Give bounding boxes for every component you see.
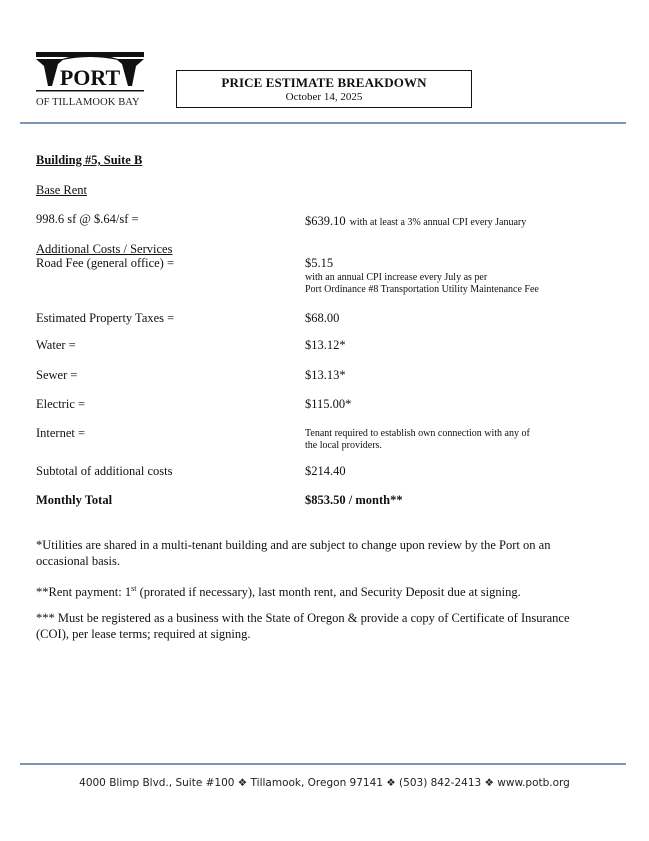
base-rent-heading: Base Rent: [36, 183, 88, 197]
property-taxes-label: Estimated Property Taxes =: [36, 311, 175, 325]
monthly-total-amount: $853.50 / month**: [305, 493, 403, 507]
rent-note-suffix: (prorated if necessary), last month rent, and Security Deposit due at signing.: [136, 585, 521, 600]
document-title: PRICE ESTIMATE BREAKDOWN: [221, 75, 427, 90]
rent-payment-footnote: [36, 581, 596, 600]
port-logo: [36, 52, 144, 106]
electric-amount: $115.00*: [305, 397, 352, 411]
base-rent-amount: $639.10: [305, 214, 346, 228]
water-amount: $13.12*: [305, 338, 346, 352]
footer-address: 4000 Blimp Blvd., Suite #100 ❖ Tillamook, Oregon 97141 ❖ (503) 842-2413 ❖ www.potb.org: [79, 777, 570, 789]
port-bridge-logo-icon: [36, 52, 144, 96]
footer-divider: [20, 763, 626, 765]
header-divider: [20, 122, 626, 124]
rent-note-prefix: **Rent payment: 1: [36, 585, 132, 600]
road-fee-amount: $5.15: [305, 256, 334, 270]
rent-note-sup: st: [131, 584, 137, 593]
water-label: Water =: [36, 338, 76, 352]
logo-subtitle: OF TILLAMOOK BAY: [36, 97, 140, 108]
document-date: October 14, 2025: [285, 91, 363, 103]
property-taxes-amount: $68.00: [305, 311, 340, 325]
sewer-label: Sewer =: [36, 368, 78, 382]
internet-note-2: the local providers.: [305, 440, 382, 451]
sewer-amount: $13.13*: [305, 368, 346, 382]
road-fee-label: Road Fee (general office) =: [36, 256, 175, 270]
internet-note-1: Tenant required to establish own connection with any of: [305, 428, 530, 439]
base-rent-note: with at least a 3% annual CPI every January: [349, 217, 527, 228]
base-rent-value: [305, 212, 526, 230]
utilities-footnote: *Utilities are shared in a multi-tenant building and are subject to change upon review by the Port on an occasional basis.: [36, 538, 551, 568]
title-box: [176, 70, 472, 108]
logo-wordmark: PORT: [59, 65, 121, 90]
monthly-total-label: Monthly Total: [36, 493, 113, 507]
property-heading: Building #5, Suite B: [36, 153, 143, 167]
road-fee-note-2: Port Ordinance #8 Transportation Utility Maintenance Fee: [305, 284, 539, 295]
base-rent-label: 998.6 sf @ $.64/sf =: [36, 212, 139, 226]
subtotal-label: Subtotal of additional costs: [36, 464, 173, 478]
registration-footnote: *** Must be registered as a business with the State of Oregon & provide a copy of Certificate of Insurance (COI), per lease terms; required at signing.: [36, 611, 570, 641]
subtotal-amount: $214.40: [305, 464, 346, 478]
internet-label: Internet =: [36, 426, 86, 440]
additional-costs-heading: Additional Costs / Services: [36, 242, 173, 256]
road-fee-note-1: with an annual CPI increase every July as per: [305, 272, 488, 283]
electric-label: Electric =: [36, 397, 86, 411]
